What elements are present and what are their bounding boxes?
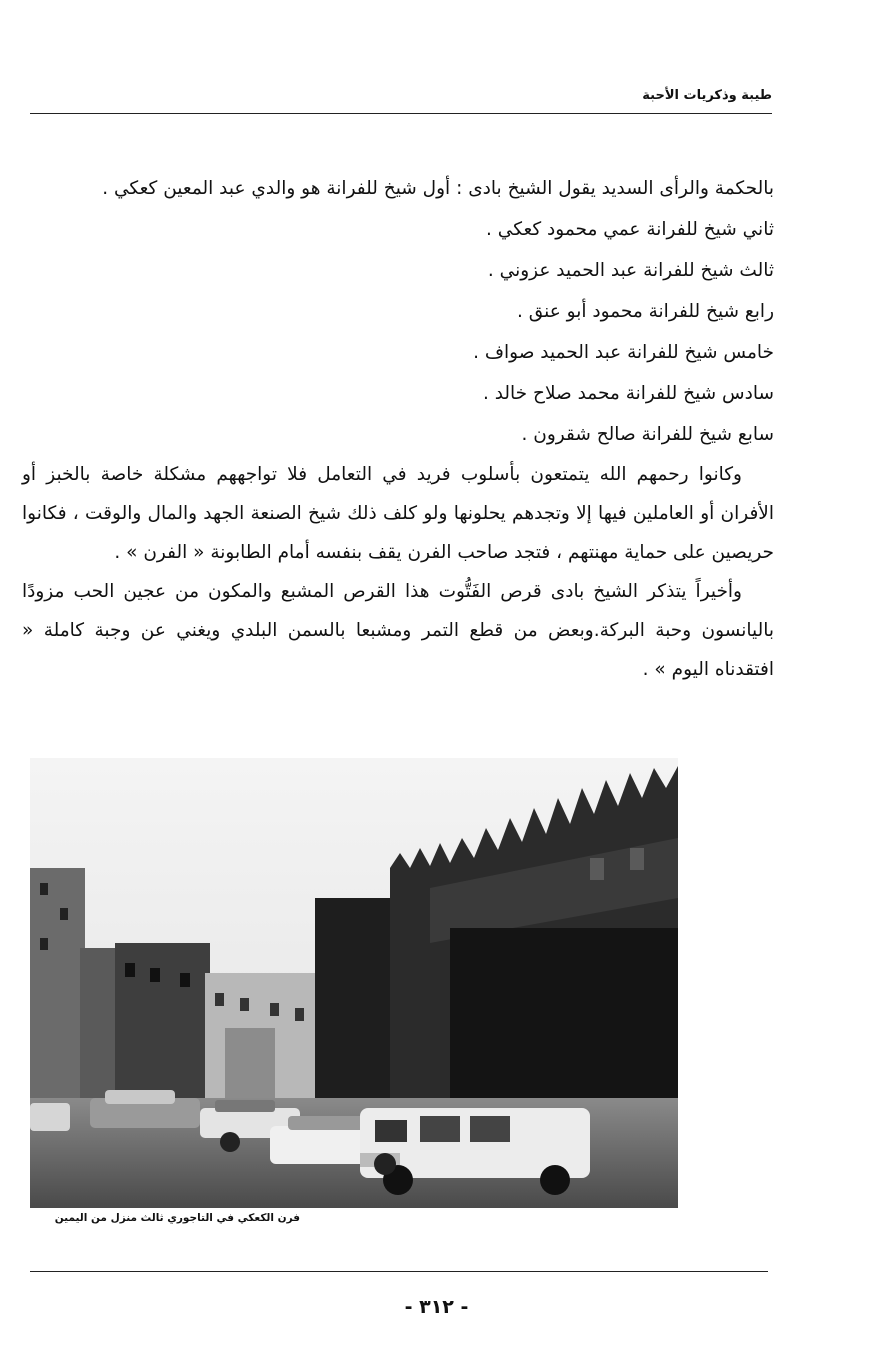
footer-divider (30, 1271, 768, 1272)
paragraph-bakers: وكانوا رحمهم الله يتمتعون بأسلوب فريد في التعامل فلا تواجههم مشكلة خاصة بالخبز أو الأفران أو العاملين فيها إلا وتجدهم يحلونها ولو كلف ذلك شيخ الصنعة الجهد والمال والوقت ، فكانوا حريصين على حماية مهنتهم ، فتجد صاحب الفرن يقف بنفسه أمام الطابونة « الفرن » . (22, 464, 774, 563)
photo-caption: فرن الكعكي في التاجوري ثالث منزل من اليمين (54, 1212, 300, 1224)
intro-line: بالحكمة والرأى السديد يقول الشيخ بادى : أول شيخ للفرانة هو والدي عبد المعين كعكي . (102, 178, 774, 199)
running-header (30, 88, 772, 114)
sheikh-list-item: خامس شيخ للفرانة عبد الحميد صواف . (473, 342, 774, 363)
sheikh-list-item: رابع شيخ للفرانة محمود أبو عنق . (516, 301, 774, 322)
street-photo (30, 758, 678, 1208)
sheikh-list-item: ثالث شيخ للفرانة عبد الحميد عزوني . (487, 260, 774, 281)
header-divider (30, 113, 772, 114)
body-text (22, 168, 774, 689)
book-title: طيبة وذكريات الأحبة (642, 88, 772, 103)
paragraph-fattout: وأخيراً يتذكر الشيخ بادى قرص الفَتُّوت هذا القرص المشبع والمكون من عجين الحب مزودًا باليانسون وحبة البركة.وبعض من قطع التمر ومشبعا بالسمن البلدي ويغني عن وجبة كاملة « افتقدناه اليوم » . (22, 581, 774, 680)
sheikh-list-item: سابع شيخ للفرانة صالح شقرون . (521, 424, 774, 445)
page-number: - ٣١٢ - (404, 1296, 469, 1318)
sheikh-list-item: ثاني شيخ للفرانة عمي محمود كعكي . (486, 219, 774, 240)
sheikh-list-item: سادس شيخ للفرانة محمد صلاح خالد . (482, 383, 774, 404)
